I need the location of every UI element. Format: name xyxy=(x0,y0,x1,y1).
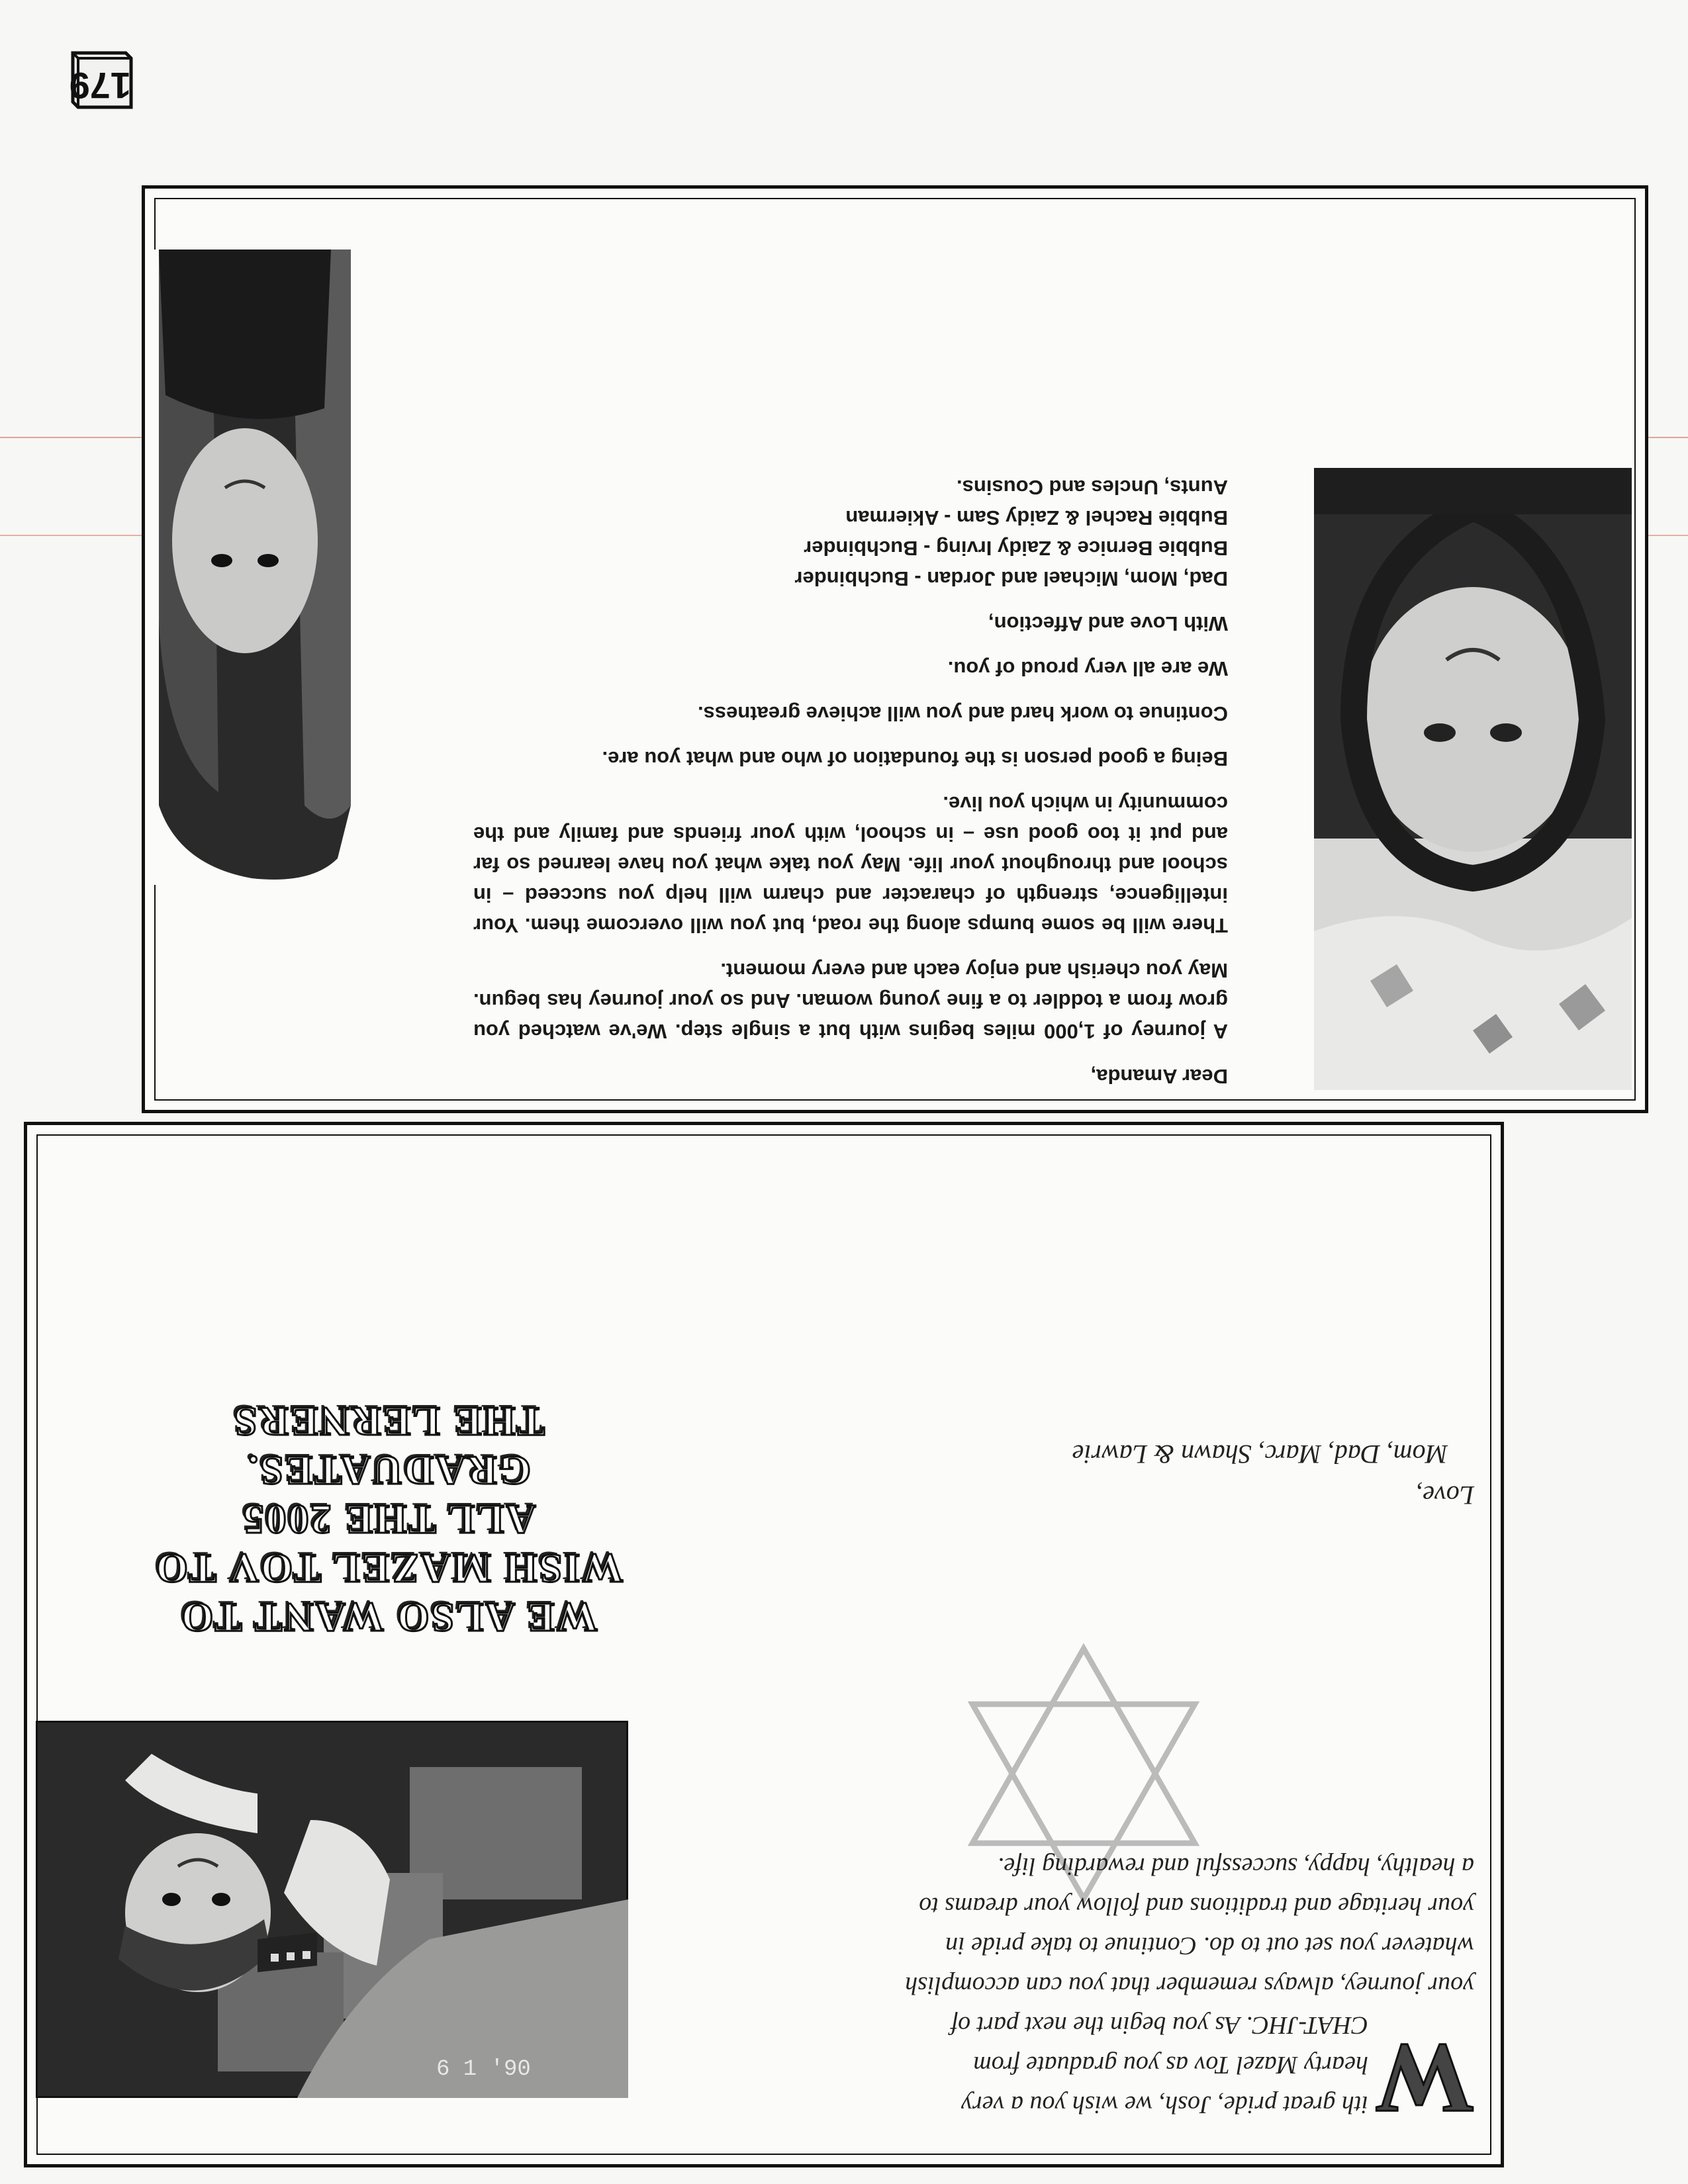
letter-paragraph: We are all very proud of you. xyxy=(947,657,1228,680)
letter-paragraph: A journey of 1,000 miles begins with but a single step. We've watched you grow from a toddler to a fine young woman. And so your journey has begun. May you cherish and enjoy each and every moment. xyxy=(473,959,1228,1043)
headline-line: WE ALSO WANT TO xyxy=(179,1594,598,1639)
headline-line: GRADUATES. xyxy=(246,1447,532,1492)
amanda-ad xyxy=(142,185,1648,1113)
greeting: Dear Amanda, xyxy=(1090,1065,1228,1088)
family-signature: Mom, Dad, Marc, Shawn & Lawrie xyxy=(1072,1439,1448,1469)
signature-line: Bubbie Rachel & Zaidy Sam - Akierman xyxy=(845,506,1228,529)
signature-line: Bubbie Bernice & Zaidy Irving - Buchbinder xyxy=(804,537,1228,560)
josh-closing xyxy=(865,1433,1474,1516)
letter-paragraph: Continue to work hard and you will achieve greatness. xyxy=(697,702,1228,725)
josh-message xyxy=(905,1846,1474,2134)
toddler-photo xyxy=(36,1721,628,2098)
headline-line: WISH MAZEL TOV TO xyxy=(154,1545,624,1590)
letter-paragraph: Being a good person is the foundation of who and what you are. xyxy=(602,747,1228,770)
child-photo xyxy=(1314,468,1632,1090)
signature-line: Dad, Mom, Michael and Jordan - Buchbinder xyxy=(794,567,1228,590)
josh-ad xyxy=(24,1122,1504,2167)
headline-line: ALL THE 2005 xyxy=(241,1496,536,1541)
josh-message-body: ith great pride, Josh, we wish you a very hearty Mazel Tov as you graduate from CHAT-JHC. As you begin the next part of your journey, always remember that you can accomplish whatever you set out to do. Continue to take pride in your heritage and traditions and follow your dreams to a healthy, happy, successful and rewarding life. xyxy=(905,1852,1474,2118)
lerners-headline xyxy=(64,1396,713,1641)
letter-paragraph: There will be some bumps along the road, but you will overcome them. Your intelligence, strength of character and charm will help you succeed – in school and throughout your life. May you take what you have learned so far and put it too good use – in school, with your friends and family and the community in which you live. xyxy=(473,792,1228,937)
page-number: 179 xyxy=(69,65,131,107)
amanda-letter xyxy=(473,472,1228,1091)
signature-line: Aunts, Uncles and Cousins. xyxy=(957,476,1228,499)
closing-word: Love, xyxy=(1416,1480,1474,1510)
photo-date-stamp: 6 1 '90 xyxy=(436,2057,531,2082)
headline-line: THE LERNERS xyxy=(232,1398,545,1443)
teen-photo xyxy=(152,250,351,885)
letter-paragraph: With Love and Affection, xyxy=(988,612,1228,635)
drop-cap: W xyxy=(1375,2024,1474,2134)
